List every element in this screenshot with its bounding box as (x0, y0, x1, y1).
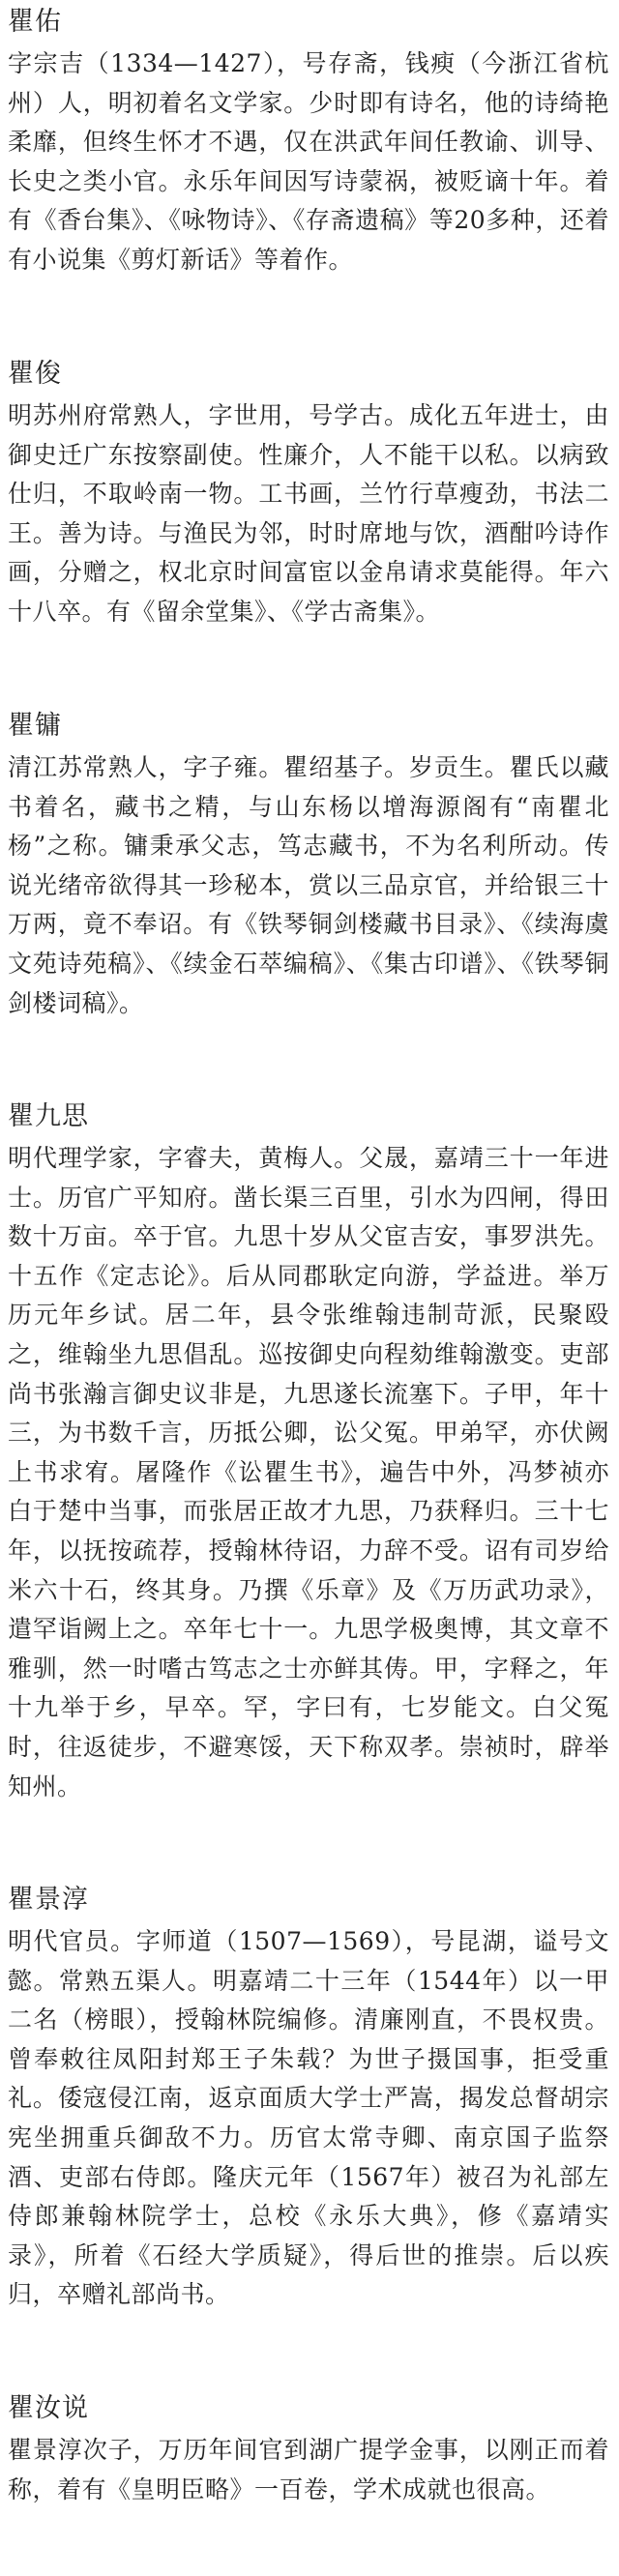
entry-body: 字宗吉（1334—1427），号存斋，钱瘐（今浙江省杭州）人，明初着名文学家。少时即有诗名，他的诗绮艳柔靡，但终生怀才不遇，仅在洪武年间任教谕、训导、长史之类小官。永乐年间因写诗蒙祸，被贬谪十年。着有《香台集》、《咏物诗》、《存斋遗稿》等20多种，还着有小说集《剪灯新话》等着作。 (8, 49, 609, 274)
entry-title: 瞿佑 (8, 7, 62, 37)
entry-qu-you (8, 6, 609, 280)
entry-qu-jun (8, 358, 609, 632)
entry-body: 明代官员。字师道（1507—1569），号昆湖，谥号文懿。常熟五渠人。明嘉靖二十三年（1544年）以一甲二名（榜眼），授翰林院编修。清廉刚直，不畏权贵。曾奉敕往凤阳封郑王子朱载？为世子摄国事，拒受重礼。倭寇侵江南，返京面质大学士严嵩，揭发总督胡宗宪坐拥重兵御敌不力。历官太常寺卿、南京国子监祭酒、吏部右侍郎。隆庆元年（1567年）被召为礼部左侍郎兼翰林院学士，总校《永乐大典》，修《嘉靖实录》，所着《石经大学质疑》，得后世的推崇。后以疾归，卒赠礼部尚书。 (8, 1927, 609, 2309)
entry-qu-jingchun (8, 1884, 609, 2315)
entry-title: 瞿俊 (8, 359, 62, 389)
entry-title: 瞿景淳 (8, 1885, 89, 1915)
entry-body: 瞿景淳次子，万历年间官到湖广提学金事，以刚正而着称，着有《皇明臣略》一百卷，学术成就也很高。 (8, 2436, 609, 2503)
entry-body: 明苏州府常熟人，字世用，号学古。成化五年进士，由御史迁广东按察副使。性廉介，人不能干以私。以病致仕归，不取岭南一物。工书画，兰竹行草瘦劲，书法二王。善为诗。与渔民为邻，时时席地与饮，酒酣吟诗作画，分赠之，权北京时间富宦以金帛请求莫能得。年六十八卒。有《留余堂集》、《学古斋集》。 (8, 401, 609, 626)
entry-title: 瞿镛 (8, 711, 62, 741)
entry-qu-yong (8, 710, 609, 1023)
entry-qu-rushuo (8, 2392, 609, 2509)
entry-title: 瞿九思 (8, 1101, 89, 1131)
entry-qu-jiusi (8, 1100, 609, 1806)
entry-body: 明代理学家，字睿夫，黄梅人。父晟，嘉靖三十一年进士。历官广平知府。凿长渠三百里，引水为四闸，得田数十万亩。卒于官。九思十岁从父宦吉安，事罗洪先。十五作《定志论》。后从同郡耿定向游，学益进。举万历元年乡试。居二年，县令张维翰违制苛派，民聚殴之，维翰坐九思倡乱。巡按御史向程劾维翰激变。吏部尚书张瀚言御史议非是，九思遂长流塞下。子甲，年十三，为书数千言，历抵公卿，讼父冤。甲弟罕，亦伏阙上书求宥。屠隆作《讼瞿生书》，遍告中外，冯梦祯亦白于楚中当事，而张居正故才九思，乃获释归。三十七年，以抚按疏荐，授翰林待诏，力辞不受。诏有司岁给米六十石，终其身。乃撰《乐章》及《万历武功录》，遣罕诣阙上之。卒年七十一。九思学极奥博，其文章不雅驯，然一时嗜古笃志之士亦鲜其俦。甲，字释之，年十九举于乡，早卒。罕，字曰有，七岁能文。白父冤时，往返徒步，不避寒馁，天下称双孝。崇祯时，辟举知州。 (8, 1144, 609, 1800)
entry-title: 瞿汝说 (8, 2393, 89, 2423)
entry-body: 清江苏常熟人，字子雍。瞿绍基子。岁贡生。瞿氏以藏书着名，藏书之精，与山东杨以增海源阁有“南瞿北杨”之称。镛秉承父志，笃志藏书，不为名利所动。传说光绪帝欲得其一珍秘本，赏以三品京官，并给银三十万两，竟不奉诏。有《铁琴铜剑楼藏书目录》、《续海虞文苑诗苑稿》、《续金石萃编稿》、《集古印谱》、《铁琴铜剑楼词稿》。 (8, 753, 609, 1017)
